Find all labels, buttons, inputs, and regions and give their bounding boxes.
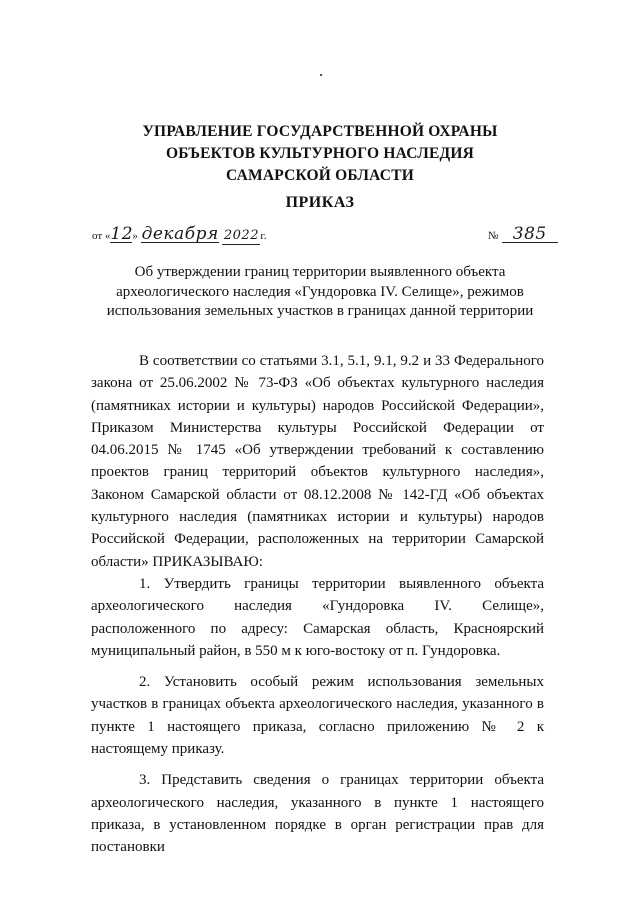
subject-line: Об утверждении границ территории выявленного объекта	[134, 264, 506, 280]
scan-speck	[320, 74, 322, 76]
preamble-paragraph: В соответствии со статьями 3.1, 5.1, 9.1, 9.2 и 33 Федерального закона от 25.06.2002 № 73-ФЗ «Об объектах культурного наследия (памятниках истории и культуры) народов Российской Федерации», Приказом Министерства культуры Российской Федерации от 04.06.2015 № 1745 «Об утверждении требований к составлению проектов границ территорий объектов культурного наследия», Законом Самарской области от 08.12.2008 № 142-ГД «Об объектах культурного наследия (памятниках истории и культуры) народов Российской Федерации, расположенных на территории Самарской области» ПРИКАЗЫВАЮ:	[91, 353, 544, 570]
issuing-authority-heading	[60, 121, 580, 187]
order-subject	[90, 263, 550, 322]
heading-line: ОБЪЕКТОВ КУЛЬТУРНОГО НАСЛЕДИЯ	[165, 145, 475, 162]
order-date	[92, 226, 292, 248]
order-body	[91, 350, 544, 859]
date-prefix: от «	[92, 230, 111, 242]
document-type-title: ПРИКАЗ	[285, 194, 355, 211]
number-value: 385	[502, 226, 558, 243]
date-suffix: г.	[260, 230, 267, 242]
heading-line: УПРАВЛЕНИЕ ГОСУДАРСТВЕННОЙ ОХРАНЫ	[142, 123, 498, 140]
subject-line: археологического наследия «Гундоровка IV. Селище», режимов	[116, 283, 524, 300]
date-year: 2022	[223, 228, 259, 243]
date-mid: »	[132, 230, 138, 242]
clause-3-paragraph: 3. Представить сведения о границах территории объекта археологического наследия, указанного в пункте 1 настоящего приказа, в установленном порядке в орган регистрации прав для постановки	[91, 772, 544, 856]
clause-2-paragraph: 2. Установить особый режим использования земельных участков в границах объекта археологического наследия, указанного в пункте 1 настоящего приказа, согласно приложению № 2 к настоящему приказу.	[91, 674, 544, 758]
number-prefix: №	[488, 230, 499, 242]
clause-1-paragraph: 1. Утвердить границы территории выявленного объекта археологического наследия «Гундоровка IV. Селище», расположенного по адресу: Самарская область, Красноярский муниципальный район, в 550 м к юго-востоку от п. Гундоровка.	[91, 575, 544, 659]
heading-line: САМАРСКОЙ ОБЛАСТИ	[225, 167, 414, 184]
date-month: декабря	[141, 224, 219, 244]
order-number	[488, 226, 558, 248]
date-day: 12	[110, 224, 134, 244]
subject-line: использования земельных участков в границах данной территории	[106, 303, 534, 319]
